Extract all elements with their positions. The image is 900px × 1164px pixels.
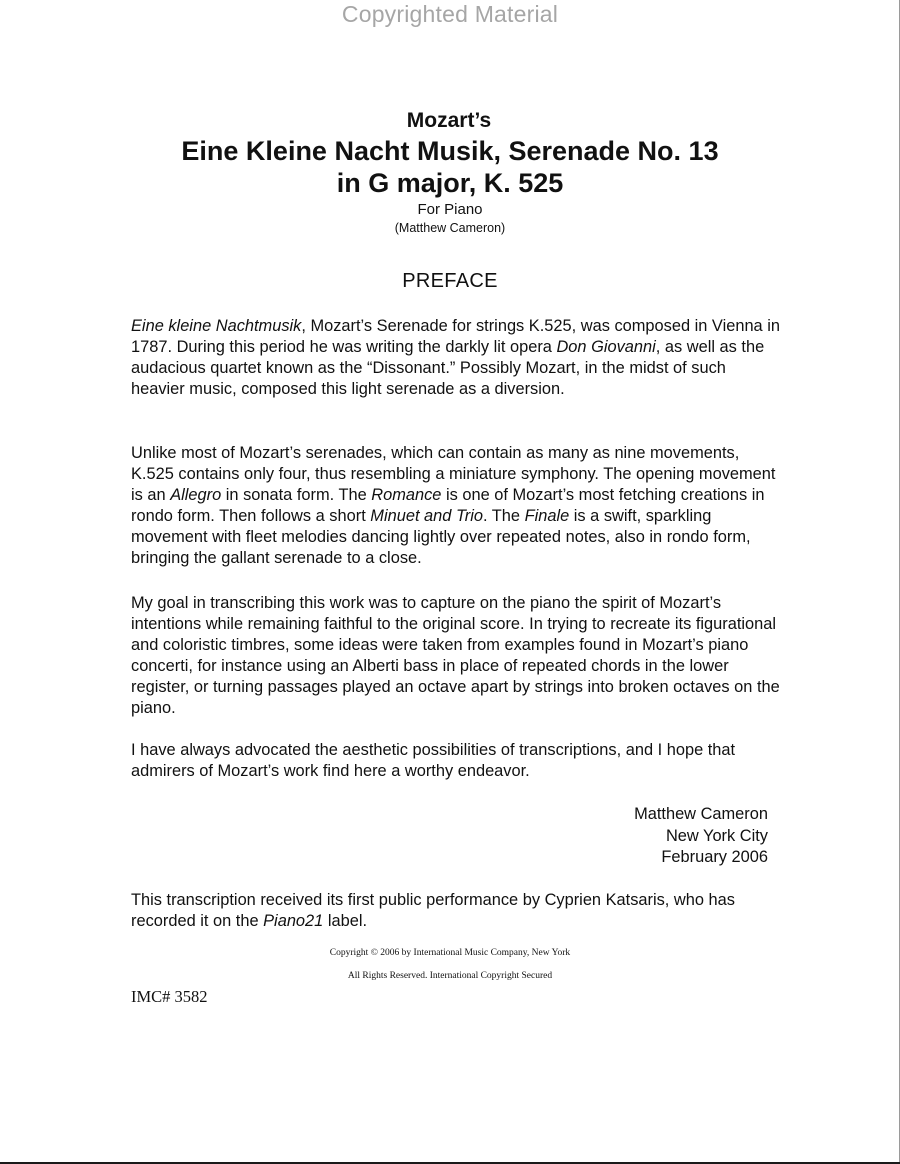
paragraph-text: , as well as the audacious quartet known as the “Dissonant.” Possibly Mozart, in the midst of such heavier music, composed this light serenade as a diversion. [131,338,765,398]
signature-block [634,804,768,869]
paragraph-text: in sonata form. The [221,486,372,504]
opera-title-italic: Don Giovanni [556,338,656,356]
paragraph-text: I have always advocated the aesthetic possibilities of transcriptions, and I hope that admirers of Mozart’s work find here a worthy endeavor. [131,741,736,780]
paragraph-text: is one of Mozart’s most fetching creations in rondo form. Then follows a short [131,486,765,525]
paragraph-text: My goal in transcribing this work was to capture on the piano the spirit of Mozart’s intentions while remaining faithful to the original score. In trying to recreate its figurational and coloristic timbres, some ideas were taken from examples found in Mozart’s piano concerti, for instance using an Alberti bass in place of repeated chords in the lower register, or turning passages played an octave apart by strings into broken octaves on the piano. [131,594,780,717]
movement-minuet: Minuet and Trio [370,507,483,525]
paragraph-text: Unlike most of Mozart’s serenades, which can contain as many as nine movements, K.525 contains only four, thus resembling a miniature symphony. The opening movement is an [131,444,776,504]
paragraph-text: . The [482,507,525,525]
paragraph-text: This transcription received its first public performance by Cyprien Katsaris, who has recorded it on the [131,891,735,930]
preface-paragraph-3 [131,593,781,719]
copyright-notice: Copyright © 2006 by International Music Company, New York [329,948,571,958]
paragraph-text: label. [323,912,368,930]
preface-paragraph-1 [131,316,781,400]
signature-date: February 2006 [661,848,768,866]
record-label-italic: Piano21 [263,912,324,930]
paragraph-text: , Mozart’s Serenade for strings K.525, was composed in Vienna in 1787. During this period he was writing the darkly lit opera [131,317,780,356]
preface-paragraph-4 [131,740,781,782]
copyright-watermark: Copyrighted Material [341,1,559,27]
work-title-line-1: Eine Kleine Nacht Musik, Serenade No. 13 [181,136,719,166]
instrument-subtitle: For Piano [417,201,483,218]
movement-finale: Finale [524,507,570,525]
rights-notice: All Rights Reserved. International Copyright Secured [347,971,553,981]
work-title-italic: Eine kleine Nachtmusik [131,317,302,335]
performance-note [131,890,781,932]
work-title-line-2: in G major, K. 525 [336,168,564,198]
composer-heading: Mozart’s [406,109,492,132]
movement-allegro: Allegro [170,486,222,504]
signature-name: Matthew Cameron [634,805,768,823]
arranger-credit: (Matthew Cameron) [394,221,506,235]
paragraph-text: is a swift, sparkling movement with fleet melodies dancing lightly over repeated notes, also in rondo form, bringing the gallant serenade to a close. [131,507,751,567]
movement-romance: Romance [371,486,442,504]
title-block [0,107,900,236]
catalog-number: IMC# 3582 [131,987,208,1006]
signature-city: New York City [665,826,768,845]
preface-paragraph-2 [131,443,781,569]
preface-heading: PREFACE [402,270,498,292]
